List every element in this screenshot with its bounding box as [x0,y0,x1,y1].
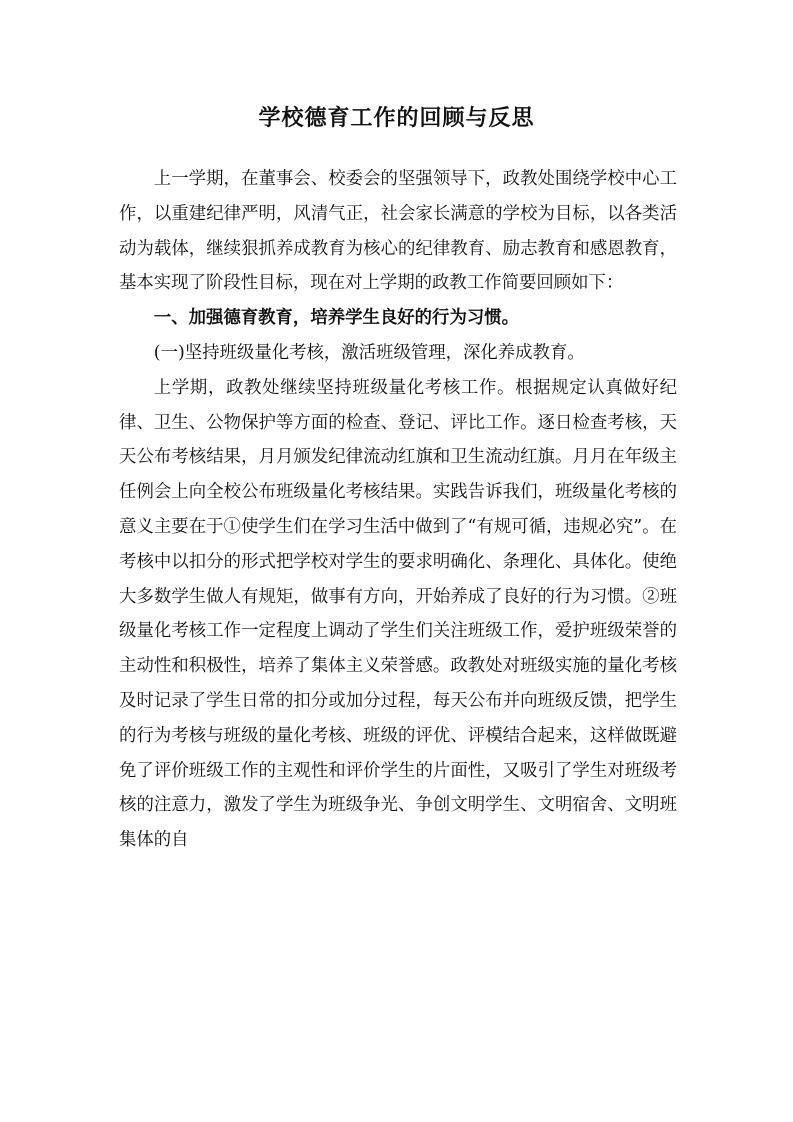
document-body [119,162,677,858]
intro-paragraph: 上一学期，在董事会、校委会的坚强领导下，政教处围绕学校中心工作，以重建纪律严明，风清气正，社会家长满意的学校为目标，以各类活动为载体，继续狠抓养成教育为核心的纪律教育、励志教育和感恩教育，基本实现了阶段性目标，现在对上学期的政教工作简要回顾如下： [119,169,677,294]
section-heading: 一、加强德育教育，培养学生良好的行为习惯。 [153,308,520,329]
document-title: 学校德育工作的回顾与反思 [258,105,535,131]
subsection-paragraph: 上学期，政教处继续坚持班级量化考核工作。根据规定认真做好纪律、卫生、公物保护等方面的检查、登记、评比工作。逐日检查考核，天天公布考核结果，月月颁发纪律流动红旗和卫生流动红旗。月月在年级主任例会上向全校公布班级量化考核结果。实践告诉我们，班级量化考核的意义主要在于①使学生们在学习生活中做到了“有规可循，违规必究”。在考核中以扣分的形式把学校对学生的要求明确化、条理化、具体化。使绝大多数学生做人有规矩，做事有方向，开始养成了良好的行为习惯。②班级量化考核工作一定程度上调动了学生们关注班级工作，爱护班级荣誉的主动性和积极性，培养了集体主义荣誉感。政教处对班级实施的量化考核及时记录了学生日常的扣分或加分过程，每天公布并向班级反馈，把学生的行为考核与班级的量化考核、班级的评优、评模结合起来，这样做既避免了评价班级工作的主观性和评价学生的片面性，又吸引了学生对班级考核的注意力，激发了学生为班级争光、争创文明学生、文明宿舍、文明班集体的自 [119,377,677,851]
subsection-heading: (一)坚持班级量化考核，激活班级管理，深化养成教育。 [153,342,585,363]
